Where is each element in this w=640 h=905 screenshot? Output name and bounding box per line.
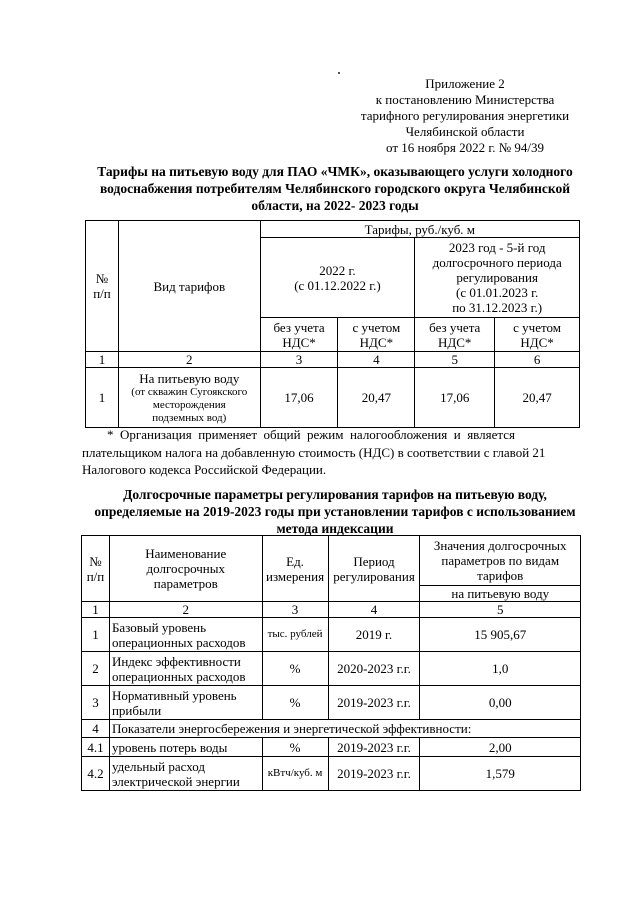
appendix-line: от 16 ноября 2022 г. № 94/39 <box>386 140 544 155</box>
row-kind-note: (от скважин Сугоякского месторождения подземных вод) <box>131 385 248 424</box>
title-line: Тарифы на питьевую воду для ПАО «ЧМК», оказывающего услуги холодного <box>97 164 573 179</box>
header-num: № п/п <box>86 221 119 352</box>
header-num: № п/п <box>82 536 110 602</box>
params-title <box>70 486 600 537</box>
row-value: 1,0 <box>420 652 581 686</box>
title-line: водоснабжения потребителям Челябинского городского округа Челябинской <box>99 181 571 196</box>
header-kind: Вид тарифов <box>118 221 260 352</box>
footnote-line: * Организация применяет общий режим налогообложения и является <box>107 427 515 442</box>
row-period: 2019 г. <box>328 618 420 652</box>
title-line: определяемые на 2019-2023 годы при установлении тарифов с использованием <box>94 504 576 519</box>
row-param-name: Нормативный уровень прибыли <box>109 686 262 720</box>
table-row <box>86 368 580 428</box>
table-row <box>82 686 581 720</box>
header-with-vat: с учетом НДС* <box>338 318 415 352</box>
row-param-name: Базовый уровень операционных расходов <box>109 618 262 652</box>
row-kind-main: На питьевую воду <box>139 370 240 386</box>
vat-footnote <box>82 426 600 479</box>
appendix-header <box>330 76 600 156</box>
scan-dot <box>338 72 340 74</box>
row-period: 2019-2023 г.г. <box>328 738 420 757</box>
row-kind <box>118 368 260 428</box>
column-index: 5 <box>415 352 495 368</box>
value-2022-with-vat: 20,47 <box>338 368 415 428</box>
header-drinking-water: на питьевую воду <box>420 586 581 602</box>
section-title: Показатели энергосбережения и энергетической эффективности: <box>109 720 580 738</box>
appendix-line: тарифного регулирования энергетики <box>360 108 570 123</box>
row-period: 2019-2023 г.г. <box>328 757 420 791</box>
appendix-line: Челябинской области <box>405 124 525 139</box>
column-index: 2 <box>109 602 262 618</box>
header-period: Период регулирования <box>328 536 420 602</box>
row-num: 3 <box>82 686 110 720</box>
column-index: 2 <box>118 352 260 368</box>
row-value: 15 905,67 <box>420 618 581 652</box>
column-index: 4 <box>328 602 420 618</box>
header-name: Наименование долгосрочных параметров <box>109 536 262 602</box>
row-value: 2,00 <box>420 738 581 757</box>
header-values: Значения долгосрочных параметров по видам тарифов <box>420 536 581 586</box>
title-line: метода индексации <box>276 521 394 536</box>
column-index: 3 <box>260 352 338 368</box>
column-index: 3 <box>262 602 328 618</box>
row-unit: кВтч/куб. м <box>262 757 328 791</box>
row-param-name: удельный расход электрической энергии <box>109 757 262 791</box>
title-line: области, на 2022- 2023 годы <box>251 198 419 213</box>
value-2022-without-vat: 17,06 <box>260 368 338 428</box>
long-term-params-table <box>81 535 581 791</box>
row-num: 4.1 <box>82 738 110 757</box>
row-unit: % <box>262 686 328 720</box>
table-row <box>82 757 581 791</box>
row-num: 2 <box>82 652 110 686</box>
table-row <box>82 652 581 686</box>
row-num: 1 <box>82 618 110 652</box>
table-row <box>82 738 581 757</box>
column-index: 4 <box>338 352 415 368</box>
header-2023: 2023 год - 5-й год долгосрочного периода регулирования (с 01.01.2023 г. по 31.12.2023 г.) <box>415 238 580 318</box>
value-2023-with-vat: 20,47 <box>495 368 580 428</box>
header-without-vat: без учета НДС* <box>415 318 495 352</box>
appendix-line: Приложение 2 <box>425 76 505 91</box>
column-index: 1 <box>82 602 110 618</box>
column-index: 6 <box>495 352 580 368</box>
footnote-line: Налогового кодекса Российской Федерации. <box>82 462 327 477</box>
row-unit: % <box>262 738 328 757</box>
header-with-vat: с учетом НДС* <box>495 318 580 352</box>
table-row <box>82 618 581 652</box>
tariffs-table <box>85 220 580 428</box>
row-num: 1 <box>86 368 119 428</box>
value-2023-without-vat: 17,06 <box>415 368 495 428</box>
row-period: 2020-2023 г.г. <box>328 652 420 686</box>
section-row <box>82 720 581 738</box>
row-value: 1,579 <box>420 757 581 791</box>
header-unit: Ед. измерения <box>262 536 328 602</box>
header-tariffs: Тарифы, руб./куб. м <box>260 221 579 238</box>
title-line: Долгосрочные параметры регулирования тарифов на питьевую воду, <box>123 487 547 502</box>
row-period: 2019-2023 г.г. <box>328 686 420 720</box>
header-2022: 2022 г. (с 01.12.2022 г.) <box>260 238 415 318</box>
row-param-name: уровень потерь воды <box>109 738 262 757</box>
column-index: 5 <box>420 602 581 618</box>
row-value: 0,00 <box>420 686 581 720</box>
tariffs-title <box>70 163 600 214</box>
row-unit: % <box>262 652 328 686</box>
row-param-name: Индекс эффективности операционных расходов <box>109 652 262 686</box>
header-without-vat: без учета НДС* <box>260 318 338 352</box>
column-index: 1 <box>86 352 119 368</box>
row-num: 4.2 <box>82 757 110 791</box>
row-num: 4 <box>82 720 110 738</box>
footnote-line: плательщиком налога на добавленную стоимость (НДС) в соответствии с главой 21 <box>82 444 546 460</box>
row-unit: тыс. рублей <box>262 618 328 652</box>
appendix-line: к постановлению Министерства <box>375 92 555 107</box>
